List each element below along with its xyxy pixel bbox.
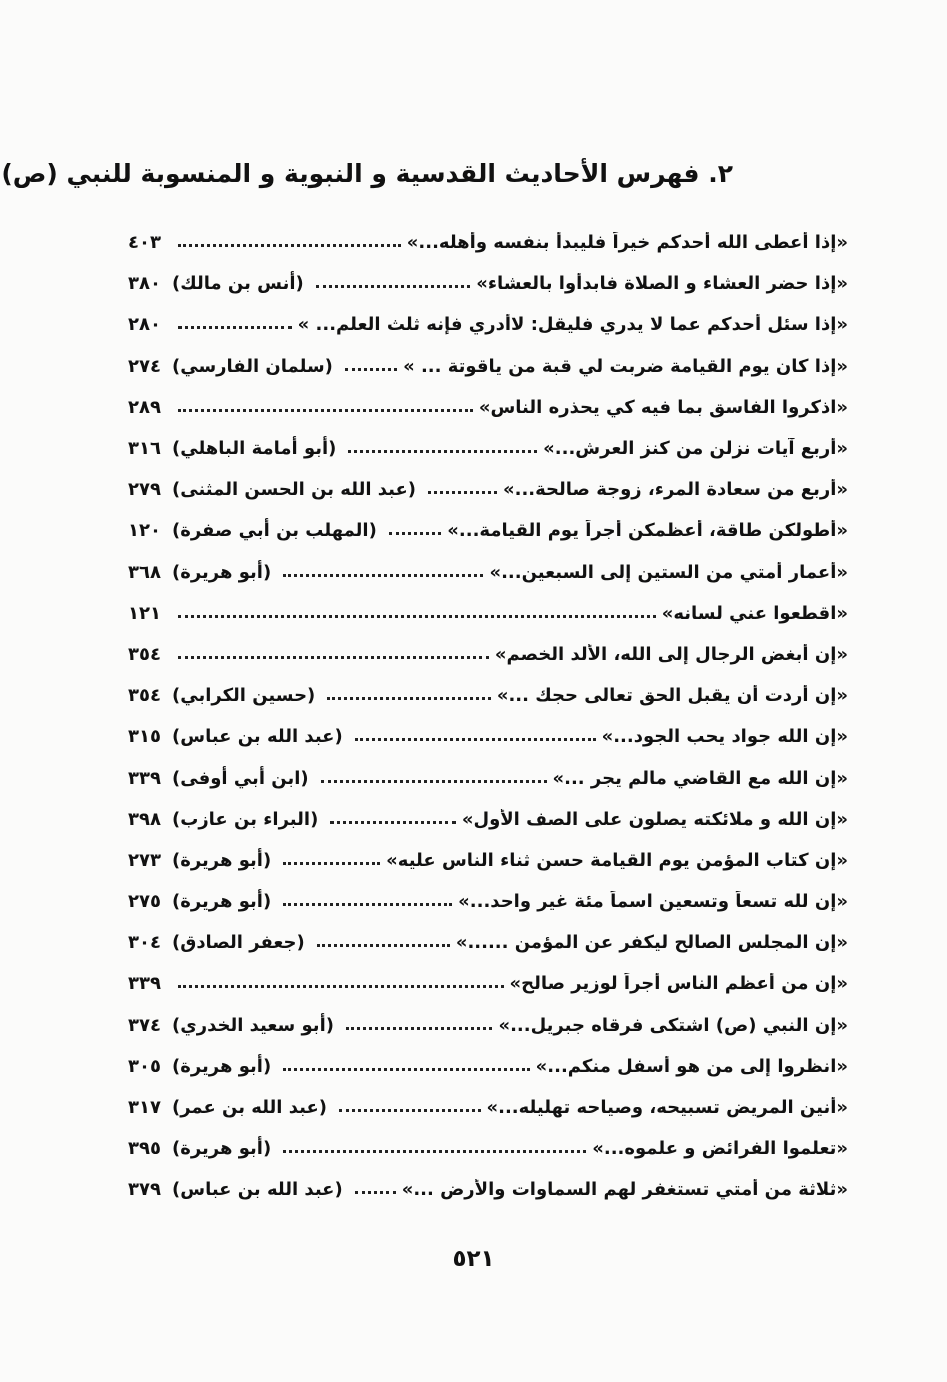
narrator: (عبد الله بن الحسن المثنى) [172,479,417,501]
page-reference: ٢٨٩ [128,396,161,418]
page-reference: ٢٧٥ [128,891,161,913]
dot-leader [345,368,397,371]
page-reference: ٣٧٩ [128,1179,161,1201]
dot-leader [283,1150,586,1153]
page-reference: ٣٥٤ [128,643,161,665]
dot-leader [355,738,596,741]
page-reference: ٢٧٩ [128,479,161,501]
narrator: (أبو هريرة) [172,891,272,913]
page-reference: ٣٣٩ [128,973,161,995]
hadith-text: «إن كتاب المؤمن يوم القيامة حسن ثناء الناس عليه» [386,849,848,871]
dot-leader [348,450,537,453]
narrator: (أبو أمامة الباهلي) [172,438,337,460]
index-entry [128,675,848,716]
hadith-text: «إن الله جواد يحب الجود...» [601,726,848,748]
hadith-text: «إذا حضر العشاء و الصلاة فابدأوا بالعشاء» [476,273,848,295]
page-reference: ٣٧٤ [128,1014,161,1036]
page-reference: ٣١٧ [128,1097,161,1119]
page-reference: ٣٠٤ [128,932,161,954]
dot-leader [346,1027,492,1030]
hadith-text: «إن الله مع القاضي مالم يجر ...» [552,767,848,789]
narrator: (البراء بن عازب) [172,808,319,830]
dot-leader [389,532,441,535]
dot-leader [178,244,401,247]
narrator: (حسين الكرابي) [172,685,316,707]
hadith-text: «إن الله و ملائكته يصلون على الصف الأول» [461,808,848,830]
dot-leader [283,1068,529,1071]
dot-leader [178,409,473,412]
index-entry [128,963,848,1004]
page-reference: ٣٠٥ [128,1055,161,1077]
hadith-text: «إن أبغض الرجال إلى الله، الألد الخصم» [494,643,848,665]
narrator: (أنس بن مالك) [172,273,304,295]
page-reference: ٤٠٣ [128,232,161,254]
hadith-text: «أعمار أمتي من الستين إلى السبعين...» [489,561,848,583]
page-reference: ٣٨٠ [128,273,161,295]
hadith-text: «تعلموا الفرائض و علموه...» [592,1138,848,1160]
index-entry [128,387,848,428]
narrator: (عبد الله بن عمر) [172,1097,328,1119]
page-reference: ٣١٥ [128,726,161,748]
page-reference: ٢٧٣ [128,849,161,871]
hadith-text: «أطولكن طاقة، أعظمكن أجراً يوم القيامة...» [447,520,848,542]
index-entry [128,1005,848,1046]
index-entry [128,840,848,881]
page-reference: ٢٧٤ [128,355,161,377]
page-reference: ٣٦٨ [128,561,161,583]
narrator: (عبد الله بن عباس) [172,726,343,748]
hadith-text: «إذا أعطى الله أحدكم خيراً فليبدأ بنفسه وأهله...» [406,232,848,254]
index-entry [128,716,848,757]
dot-leader [339,1109,480,1112]
index-entry [128,346,848,387]
index-heading: ٢. فهرس الأحاديث القدسية و النبوية و المنسوبة للنبي (ص) [1,159,733,188]
page-reference: ٣٩٨ [128,808,161,830]
index-entry [128,593,848,634]
page-number: ٥٢١ [452,1246,495,1272]
hadith-text: «إن من أعظم الناس أجراً لوزير صالح» [509,973,848,995]
hadith-text: «إذا كان يوم القيامة ضربت لي قبة من ياقوتة ... » [403,355,848,377]
hadith-index-list [128,222,848,1211]
index-entry [128,428,848,469]
hadith-text: «أنين المريض تسبيحه، وصياحه تهليله...» [486,1097,848,1119]
hadith-text: «أربع آيات نزلن من كنز العرش...» [543,438,848,460]
index-entry [128,552,848,593]
dot-leader [283,903,452,906]
page-reference: ٣١٦ [128,438,161,460]
narrator: (عبد الله بن عباس) [172,1179,343,1201]
hadith-text: «إذا سئل أحدكم عما لا يدري فليقل: لاأدري فإنه ثلث العلم... » [297,314,848,336]
hadith-text: «إن لله تسعاً وتسعين اسماً مئة غير واحد...» [458,891,848,913]
hadith-text: «انظروا إلى من هو أسفل منكم...» [535,1055,848,1077]
index-entry [128,304,848,345]
dot-leader [178,326,292,329]
narrator: (أبو هريرة) [172,849,272,871]
page-reference: ٣٩٥ [128,1138,161,1160]
narrator: (أبو سعيد الخدري) [172,1014,334,1036]
dot-leader [316,285,470,288]
dot-leader [283,574,483,577]
narrator: (سلمان الفارسي) [172,355,333,377]
dot-leader [317,944,450,947]
index-entry [128,1128,848,1169]
hadith-text: «إن النبي (ص) اشتكى فرقاه جبريل...» [498,1014,848,1036]
index-entry [128,1169,848,1210]
hadith-text: «أربع من سعادة المرء، زوجة صالحة...» [503,479,848,501]
index-entry [128,469,848,510]
page-reference: ١٢٠ [128,520,161,542]
hadith-text: «إن المجلس الصالح ليكفر عن المؤمن ......» [455,932,848,954]
dot-leader [327,697,491,700]
hadith-text: «إن أردت أن يقبل الحق تعالى حجك ...» [496,685,848,707]
page-reference: ١٢١ [128,602,161,624]
dot-leader [283,862,380,865]
index-entry [128,799,848,840]
page-reference: ٣٣٩ [128,767,161,789]
dot-leader [321,780,547,783]
narrator: (أبو هريرة) [172,561,272,583]
narrator: (أبو هريرة) [172,1055,272,1077]
narrator: (ابن أبي أوفى) [172,767,309,789]
dot-leader [178,656,489,659]
dot-leader [178,615,656,618]
page-reference: ٣٥٤ [128,685,161,707]
hadith-text: «اذكروا الفاسق بما فيه كي يحذره الناس» [478,396,848,418]
narrator: (أبو هريرة) [172,1138,272,1160]
index-entry [128,222,848,263]
index-entry [128,881,848,922]
index-entry [128,1046,848,1087]
dot-leader [428,491,497,494]
index-entry [128,1087,848,1128]
dot-leader [330,821,456,824]
index-entry [128,757,848,798]
index-entry [128,922,848,963]
narrator: (جعفر الصادق) [172,932,305,954]
index-entry [128,263,848,304]
narrator: (المهلب بن أبي صفرة) [172,520,377,542]
dot-leader [355,1191,396,1194]
page-reference: ٢٨٠ [128,314,161,336]
dot-leader [178,985,504,988]
index-entry [128,510,848,551]
hadith-text: «ثلاثة من أمتي تستغفر لهم السماوات والأرض ...» [401,1179,848,1201]
index-entry [128,634,848,675]
hadith-text: «اقطعوا عني لسانه» [661,602,848,624]
